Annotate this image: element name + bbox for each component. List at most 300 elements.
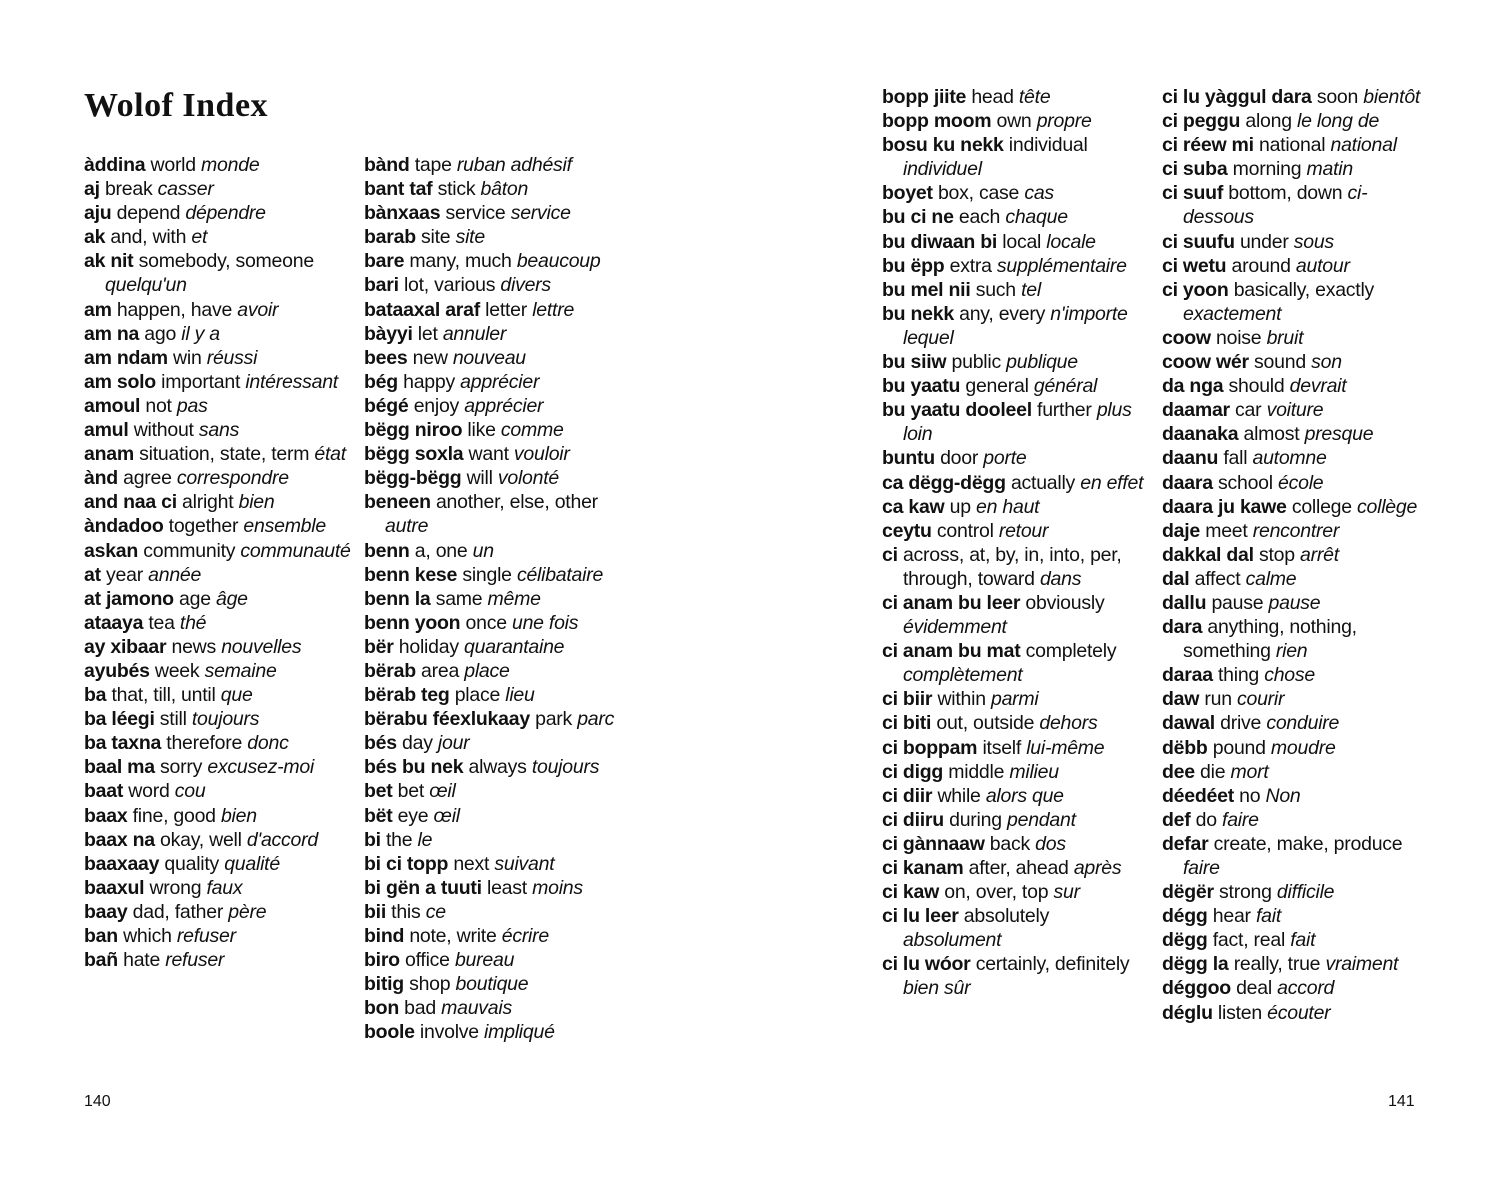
index-entry — [364, 249, 634, 273]
index-entry — [364, 900, 634, 924]
english-gloss: day — [402, 732, 433, 755]
wolof-headword: ca kaw — [882, 495, 945, 518]
english-gloss: soon — [1316, 86, 1359, 108]
french-gloss: donc — [247, 732, 289, 755]
index-entry — [364, 587, 634, 611]
wolof-headword: bu diwaan bi — [882, 230, 998, 253]
wolof-headword: dëgg — [1162, 929, 1208, 952]
english-gloss: week — [154, 659, 200, 682]
wolof-headword: biro — [364, 949, 400, 972]
wolof-headword: ci lu yàggul dara — [1162, 86, 1312, 108]
french-gloss: écrire — [501, 925, 549, 947]
wolof-headword: bopp jiite — [882, 86, 967, 108]
french-gloss: quarantaine — [464, 635, 565, 658]
index-entry — [882, 205, 1152, 229]
wolof-headword: ba léegi — [84, 708, 155, 731]
english-gloss: stop — [1258, 543, 1295, 566]
french-gloss: complètement — [903, 664, 1023, 687]
index-entry — [84, 611, 354, 635]
wolof-headword: ci suufu — [1162, 230, 1235, 253]
english-gloss: ago — [144, 322, 177, 345]
french-gloss: locale — [1046, 230, 1096, 253]
wolof-headword: bi ci topp — [364, 852, 449, 875]
english-gloss: extra — [949, 254, 992, 277]
french-gloss: lieu — [505, 684, 535, 707]
index-entry — [364, 852, 634, 876]
wolof-headword: bu ci ne — [882, 206, 954, 229]
english-gloss: community — [143, 539, 236, 562]
english-gloss: many, much — [409, 250, 512, 273]
english-gloss: single — [462, 563, 512, 586]
index-entry — [1162, 543, 1432, 567]
wolof-headword: ci réew mi — [1162, 134, 1254, 157]
english-gloss: meet — [1205, 519, 1248, 542]
index-entry — [364, 177, 634, 201]
english-gloss: head — [971, 86, 1014, 108]
english-gloss: fact, real — [1212, 929, 1286, 952]
index-entry — [882, 952, 1152, 1000]
index-entry — [1162, 519, 1432, 543]
english-gloss: bet — [397, 780, 425, 803]
wolof-headword: bare — [364, 250, 405, 273]
french-gloss: pendant — [1007, 808, 1076, 831]
wolof-headword: bërab — [364, 659, 416, 682]
french-gloss: conduire — [1266, 712, 1340, 735]
french-gloss: supplémentaire — [996, 254, 1127, 277]
english-gloss: like — [467, 419, 496, 442]
index-entry — [882, 711, 1152, 735]
english-gloss: sound — [1254, 351, 1306, 374]
index-entry — [882, 736, 1152, 760]
french-gloss: bientôt — [1363, 86, 1421, 108]
index-entry — [84, 828, 354, 852]
index-entry — [1162, 326, 1432, 350]
wolof-headword: bët — [364, 804, 393, 827]
french-gloss: exactement — [1183, 302, 1282, 325]
french-gloss: moins — [532, 876, 583, 899]
french-gloss: thé — [179, 611, 207, 634]
wolof-headword: bég — [364, 370, 398, 393]
wolof-headword: daw — [1162, 688, 1200, 711]
french-gloss: le — [417, 828, 433, 851]
english-gloss: no — [1239, 784, 1261, 807]
english-gloss: pause — [1211, 591, 1264, 614]
english-gloss: tea — [148, 611, 175, 634]
french-gloss: année — [148, 563, 202, 586]
english-gloss: general — [965, 375, 1029, 398]
english-gloss: least — [487, 876, 527, 899]
english-gloss: next — [453, 852, 490, 875]
wolof-headword: ayubés — [84, 659, 150, 682]
index-entry — [882, 446, 1152, 470]
french-gloss: parmi — [990, 688, 1039, 711]
french-gloss: œil — [429, 780, 456, 803]
english-gloss: quality — [164, 852, 220, 875]
index-entry — [364, 201, 634, 225]
english-gloss: year — [106, 563, 143, 586]
wolof-headword: buntu — [882, 447, 935, 470]
wolof-headword: ak — [84, 226, 106, 249]
wolof-headword: bu yaatu dooleel — [882, 399, 1032, 422]
wolof-headword: am ndam — [84, 346, 168, 369]
index-entry — [1162, 784, 1432, 808]
index-entry — [364, 1020, 634, 1044]
index-entry — [882, 181, 1152, 205]
french-gloss: courir — [1236, 688, 1285, 711]
french-gloss: ensemble — [243, 515, 326, 538]
wolof-headword: dal — [1162, 567, 1190, 590]
wolof-headword: ànd — [84, 467, 118, 490]
english-gloss: shop — [409, 973, 451, 996]
index-entry — [882, 278, 1152, 302]
wolof-headword: ci digg — [882, 760, 944, 783]
wolof-headword: dëgër — [1162, 881, 1214, 904]
english-gloss: basically, exactly — [1233, 278, 1375, 301]
wolof-headword: benn — [364, 539, 410, 562]
french-gloss: autour — [1295, 254, 1350, 277]
english-gloss: fall — [1223, 447, 1248, 470]
french-gloss: rencontrer — [1252, 519, 1340, 542]
english-gloss: really, true — [1233, 953, 1321, 976]
wolof-headword: ci anam bu mat — [882, 640, 1021, 663]
english-gloss: news — [171, 635, 217, 658]
french-gloss: Non — [1265, 784, 1301, 807]
english-gloss: world — [150, 154, 196, 176]
english-gloss: wrong — [149, 876, 202, 899]
french-gloss: réussi — [206, 346, 258, 369]
index-entry — [364, 804, 634, 828]
wolof-headword: ban — [84, 925, 118, 947]
french-gloss: toujours — [191, 708, 260, 731]
english-gloss: enjoy — [413, 394, 460, 417]
index-entry — [1162, 952, 1432, 976]
index-entry — [1162, 350, 1432, 374]
french-gloss: cou — [174, 780, 206, 803]
wolof-headword: déedéet — [1162, 784, 1234, 807]
wolof-headword: bànd — [364, 154, 410, 176]
index-entry — [364, 490, 634, 538]
english-gloss: bad — [404, 997, 436, 1020]
wolof-headword: baay — [84, 900, 128, 923]
french-gloss: n'importe lequel — [903, 302, 1128, 349]
english-gloss: strong — [1219, 881, 1272, 904]
english-gloss: place — [454, 684, 501, 707]
english-gloss: almost — [1243, 423, 1300, 446]
english-gloss: lot, various — [403, 274, 496, 297]
french-gloss: père — [228, 900, 267, 923]
english-gloss: after, ahead — [968, 857, 1069, 879]
index-entry — [882, 904, 1152, 952]
english-gloss: involve — [419, 1021, 479, 1044]
index-entry — [84, 948, 354, 972]
index-entry — [364, 683, 634, 707]
english-gloss: letter — [485, 298, 528, 321]
wolof-headword: bant taf — [364, 178, 433, 201]
english-gloss: area — [421, 659, 460, 682]
french-gloss: excusez-moi — [207, 756, 315, 779]
wolof-headword: bu ëpp — [882, 254, 945, 277]
english-gloss: office — [405, 949, 450, 972]
english-gloss: hear — [1212, 905, 1251, 928]
english-gloss: certainly, definitely — [975, 953, 1130, 976]
french-gloss: presque — [1304, 423, 1374, 446]
index-entry — [1162, 133, 1432, 157]
wolof-headword: am na — [84, 322, 140, 345]
index-entry — [364, 924, 634, 948]
french-gloss: lui-même — [1026, 736, 1105, 759]
french-gloss: place — [464, 659, 510, 682]
wolof-headword: daanu — [1162, 447, 1219, 470]
french-gloss: bâton — [480, 178, 529, 201]
index-entry — [364, 394, 634, 418]
english-gloss: obviously — [1025, 591, 1105, 614]
wolof-headword: at jamono — [84, 587, 174, 610]
french-gloss: apprécier — [460, 370, 540, 393]
index-entry — [364, 225, 634, 249]
index-entry — [84, 418, 354, 442]
wolof-headword: dallu — [1162, 591, 1207, 614]
french-gloss: bien — [238, 491, 275, 514]
wolof-headword: bu nekk — [882, 302, 954, 325]
french-gloss: tel — [1021, 278, 1041, 301]
wolof-headword: àddina — [84, 154, 146, 176]
index-entry — [364, 273, 634, 297]
french-gloss: en effet — [1080, 471, 1144, 494]
english-gloss: will — [466, 467, 493, 490]
index-entry — [84, 249, 354, 297]
french-gloss: bien sûr — [903, 977, 971, 1000]
english-gloss: noise — [1216, 326, 1262, 349]
wolof-headword: baax na — [84, 828, 155, 851]
wolof-headword: bés bu nek — [364, 756, 464, 779]
french-gloss: avoir — [237, 298, 279, 321]
wolof-headword: bari — [364, 274, 399, 297]
french-gloss: porte — [983, 447, 1027, 470]
english-gloss: public — [951, 351, 1001, 374]
french-gloss: alors que — [985, 784, 1064, 807]
page-number-right: 141 — [1388, 1093, 1415, 1110]
french-gloss: lettre — [532, 298, 575, 321]
french-gloss: âge — [215, 587, 248, 610]
french-gloss: refuser — [165, 949, 225, 972]
french-gloss: nouveau — [452, 346, 526, 369]
french-gloss: école — [1278, 471, 1324, 494]
wolof-headword: ci lu leer — [882, 905, 959, 928]
french-gloss: absolument — [903, 929, 1002, 952]
french-gloss: individuel — [903, 158, 982, 181]
wolof-headword: bés — [364, 732, 397, 755]
english-gloss: which — [123, 925, 172, 947]
english-gloss: hate — [123, 949, 161, 972]
index-entry — [364, 755, 634, 779]
french-gloss: arrêt — [1300, 543, 1339, 566]
index-entry — [882, 808, 1152, 832]
index-entry — [1162, 157, 1432, 181]
wolof-headword: ba taxna — [84, 732, 162, 755]
english-gloss: note, write — [409, 925, 497, 947]
index-entry — [882, 350, 1152, 374]
wolof-headword: daara — [1162, 471, 1213, 494]
english-gloss: this — [391, 900, 421, 923]
english-gloss: die — [1200, 760, 1226, 783]
french-gloss: milieu — [1009, 760, 1059, 783]
index-entry — [364, 731, 634, 755]
index-entry — [1162, 591, 1432, 615]
english-gloss: dad, father — [132, 900, 224, 923]
wolof-headword: daraa — [1162, 664, 1213, 687]
index-entry — [84, 924, 354, 948]
index-column-2 — [364, 153, 634, 1044]
index-entry — [882, 471, 1152, 495]
english-gloss: should — [1228, 375, 1285, 398]
wolof-headword: ca dëgg-dëgg — [882, 471, 1006, 494]
wolof-headword: bànxaas — [364, 202, 441, 225]
english-gloss: therefore — [166, 732, 243, 755]
french-gloss: plus loin — [903, 399, 1132, 446]
english-gloss: create, make, produce — [1213, 832, 1403, 855]
index-entry — [882, 832, 1152, 856]
index-entry — [1162, 254, 1432, 278]
wolof-headword: daara ju kawe — [1162, 495, 1287, 518]
english-gloss: service — [445, 202, 506, 225]
index-entry — [364, 876, 634, 900]
english-gloss: back — [989, 832, 1030, 855]
french-gloss: parc — [577, 708, 615, 731]
french-gloss: mauvais — [441, 997, 512, 1020]
french-gloss: dans — [1039, 567, 1082, 590]
english-gloss: once — [465, 611, 507, 634]
english-gloss: middle — [948, 760, 1005, 783]
french-gloss: célibataire — [516, 563, 604, 586]
wolof-headword: bër — [364, 635, 394, 658]
french-gloss: dehors — [1039, 712, 1098, 735]
wolof-headword: anam — [84, 443, 134, 466]
index-entry — [84, 804, 354, 828]
index-entry — [364, 153, 634, 177]
wolof-headword: bi — [364, 828, 381, 851]
index-entry — [364, 563, 634, 587]
english-gloss: actually — [1010, 471, 1076, 494]
index-entry — [364, 948, 634, 972]
english-gloss: absolutely — [963, 905, 1050, 928]
french-gloss: bureau — [454, 949, 515, 972]
index-entry — [84, 514, 354, 538]
index-entry — [1162, 880, 1432, 904]
index-entry — [1162, 832, 1432, 880]
wolof-headword: baaxaay — [84, 852, 160, 875]
english-gloss: agree — [123, 467, 172, 490]
french-gloss: fait — [1290, 929, 1316, 952]
wolof-headword: ci biti — [882, 712, 932, 735]
wolof-headword: baaxul — [84, 876, 145, 899]
french-gloss: ci-dessous — [1183, 182, 1368, 229]
index-column-1 — [84, 153, 354, 972]
index-entry — [882, 639, 1152, 687]
french-gloss: son — [1311, 351, 1342, 374]
index-entry — [882, 519, 1152, 543]
wolof-headword: daamar — [1162, 399, 1230, 422]
wolof-headword: ci — [882, 543, 898, 566]
french-gloss: pas — [176, 394, 208, 417]
english-gloss: age — [179, 587, 211, 610]
index-entry — [882, 254, 1152, 278]
wolof-headword: dara — [1162, 616, 1203, 639]
french-gloss: service — [510, 202, 571, 225]
index-entry — [882, 85, 1152, 109]
english-gloss: drive — [1220, 712, 1262, 735]
index-entry — [1162, 567, 1432, 591]
english-gloss: local — [1002, 230, 1042, 253]
english-gloss: own — [996, 110, 1032, 133]
english-gloss: anything, nothing, something — [1183, 616, 1357, 663]
index-entry — [364, 972, 634, 996]
index-entry — [84, 876, 354, 900]
wolof-headword: boole — [364, 1021, 415, 1044]
french-gloss: site — [455, 226, 485, 249]
wolof-headword: beneen — [364, 491, 431, 514]
english-gloss: such — [975, 278, 1016, 301]
index-entry — [84, 852, 354, 876]
english-gloss: situation, state, term — [139, 443, 310, 466]
french-gloss: nouvelles — [221, 635, 302, 658]
french-gloss: faire — [1183, 857, 1220, 879]
french-gloss: divers — [500, 274, 551, 297]
french-gloss: qualité — [224, 852, 280, 875]
french-gloss: et — [191, 226, 208, 249]
index-entry — [882, 109, 1152, 133]
french-gloss: chaque — [1005, 206, 1068, 229]
french-gloss: accord — [1277, 977, 1335, 1000]
english-gloss: let — [417, 322, 438, 345]
index-entry — [364, 635, 634, 659]
index-entry — [364, 418, 634, 442]
english-gloss: new — [412, 346, 448, 369]
english-gloss: around — [1231, 254, 1291, 277]
french-gloss: que — [220, 684, 253, 707]
french-gloss: bien — [220, 804, 257, 827]
english-gloss: pound — [1212, 736, 1266, 759]
french-gloss: ruban adhésif — [456, 154, 572, 176]
wolof-headword: bet — [364, 780, 393, 803]
english-gloss: that, till, until — [111, 684, 216, 707]
index-entry — [84, 370, 354, 394]
wolof-headword: and naa ci — [84, 491, 177, 514]
french-gloss: en haut — [976, 495, 1040, 518]
index-entry — [882, 591, 1152, 639]
wolof-headword: ay xibaar — [84, 635, 167, 658]
index-entry — [1162, 398, 1432, 422]
wolof-headword: bi gën a tuuti — [364, 876, 482, 899]
wolof-headword: dakkal dal — [1162, 543, 1254, 566]
wolof-headword: bu mel nii — [882, 278, 971, 301]
english-gloss: do — [1195, 808, 1217, 831]
index-entry — [364, 996, 634, 1020]
french-gloss: cas — [1024, 182, 1054, 205]
wolof-headword: barab — [364, 226, 416, 249]
english-gloss: eye — [397, 804, 429, 827]
wolof-headword: boyet — [882, 182, 933, 205]
index-entry — [84, 394, 354, 418]
index-entry — [84, 201, 354, 225]
english-gloss: thing — [1217, 664, 1260, 687]
french-gloss: voiture — [1266, 399, 1324, 422]
wolof-headword: bëgg soxla — [364, 443, 464, 466]
english-gloss: park — [535, 708, 573, 731]
index-entry — [84, 490, 354, 514]
index-entry — [364, 370, 634, 394]
french-gloss: il y a — [181, 322, 220, 345]
english-gloss: not — [145, 394, 172, 417]
